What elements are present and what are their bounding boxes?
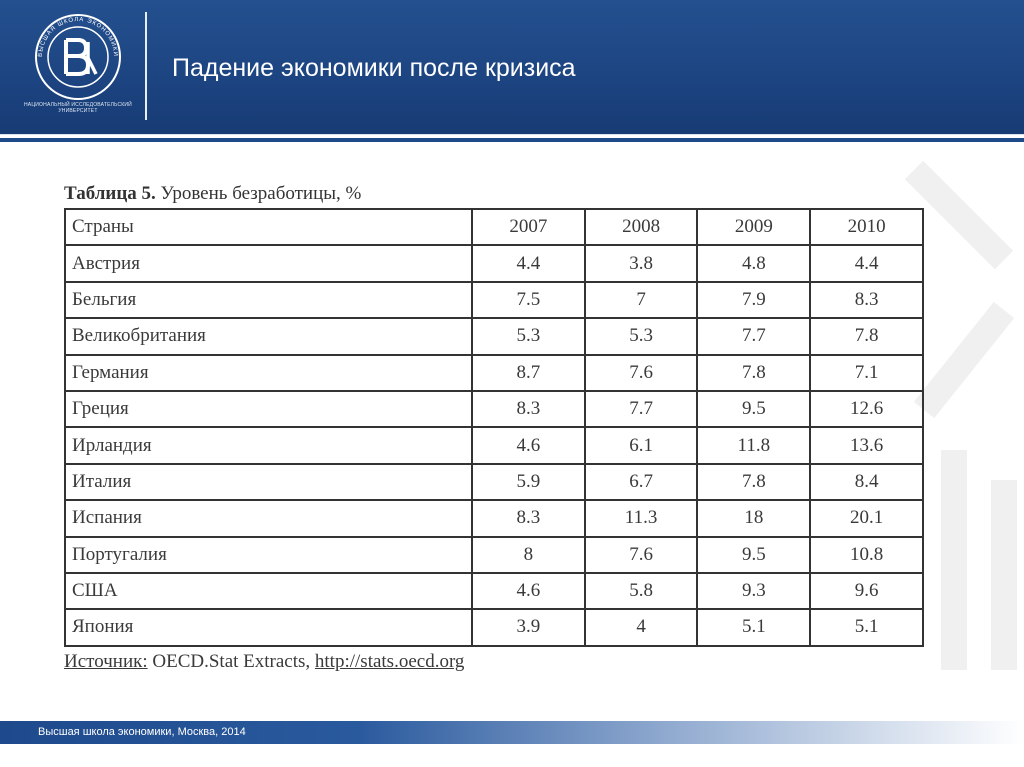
table-row: [65, 245, 923, 281]
table-caption-number: Таблица 5.: [64, 183, 156, 204]
svg-text:ВЫСШАЯ ШКОЛА ЭКОНОМИКИ: [38, 17, 118, 57]
table-caption-text: Уровень безработицы, %: [155, 183, 362, 204]
value-cell: 7.7: [697, 318, 810, 354]
country-cell: Италия: [65, 464, 472, 500]
value-cell: 10.8: [810, 537, 923, 573]
table-row: [65, 391, 923, 427]
table-row: [65, 573, 923, 609]
table-row: [65, 282, 923, 318]
source-label: Источник:: [64, 651, 148, 672]
table-row: [65, 355, 923, 391]
value-cell: 9.6: [810, 573, 923, 609]
header-bar: [0, 0, 1024, 134]
value-cell: 5.1: [697, 609, 810, 645]
value-cell: 8.7: [472, 355, 585, 391]
header-cell-2010: 2010: [810, 209, 923, 245]
value-cell: 11.8: [697, 427, 810, 463]
source-link[interactable]: http://stats.oecd.org: [314, 651, 465, 672]
country-cell: Великобритания: [65, 318, 472, 354]
header-divider: [145, 12, 147, 120]
value-cell: 4.6: [472, 427, 585, 463]
table-row: [65, 609, 923, 645]
value-cell: 5.3: [472, 318, 585, 354]
country-cell: Ирландия: [65, 427, 472, 463]
value-cell: 7.9: [697, 282, 810, 318]
value-cell: 5.8: [585, 573, 698, 609]
value-cell: 7: [585, 282, 698, 318]
table-row: [65, 427, 923, 463]
logo-caption: НАЦИОНАЛЬНЫЙ ИССЛЕДОВАТЕЛЬСКИЙ УНИВЕРСИТЕТ: [24, 102, 132, 114]
value-cell: 8: [472, 537, 585, 573]
country-cell: Австрия: [65, 245, 472, 281]
value-cell: 9.5: [697, 537, 810, 573]
table-caption: [64, 183, 361, 205]
table-row: [65, 537, 923, 573]
value-cell: 7.5: [472, 282, 585, 318]
value-cell: 7.7: [585, 391, 698, 427]
value-cell: 7.8: [697, 355, 810, 391]
hse-emblem-icon: [28, 12, 128, 102]
value-cell: 18: [697, 500, 810, 536]
value-cell: 6.7: [585, 464, 698, 500]
header-cell-2007: 2007: [472, 209, 585, 245]
country-cell: Испания: [65, 500, 472, 536]
table-row: [65, 464, 923, 500]
value-cell: 7.8: [697, 464, 810, 500]
country-cell: США: [65, 573, 472, 609]
source-note: [64, 651, 464, 673]
hse-logo: [18, 10, 138, 122]
value-cell: 8.3: [472, 391, 585, 427]
value-cell: 11.3: [585, 500, 698, 536]
slide-title: Падение экономики после кризиса: [172, 54, 576, 82]
value-cell: 4.6: [472, 573, 585, 609]
country-cell: Греция: [65, 391, 472, 427]
table-row: [65, 500, 923, 536]
value-cell: 3.8: [585, 245, 698, 281]
value-cell: 4.4: [472, 245, 585, 281]
table-row: [65, 318, 923, 354]
value-cell: 12.6: [810, 391, 923, 427]
logo-ring-text: ВЫСШАЯ ШКОЛА ЭКОНОМИКИ: [37, 16, 119, 58]
value-cell: 9.3: [697, 573, 810, 609]
value-cell: 8.3: [810, 282, 923, 318]
value-cell: 3.9: [472, 609, 585, 645]
table-header-row: [65, 209, 923, 245]
value-cell: 8.3: [472, 500, 585, 536]
country-cell: Португалия: [65, 537, 472, 573]
value-cell: 7.1: [810, 355, 923, 391]
value-cell: 7.6: [585, 537, 698, 573]
unemployment-table: [64, 208, 924, 647]
value-cell: 7.6: [585, 355, 698, 391]
value-cell: 9.5: [697, 391, 810, 427]
header-rule: [0, 134, 1024, 142]
value-cell: 5.9: [472, 464, 585, 500]
footer-text: Высшая школа экономики, Москва, 2014: [38, 726, 246, 738]
country-cell: Япония: [65, 609, 472, 645]
header-cell-2008: 2008: [585, 209, 698, 245]
value-cell: 6.1: [585, 427, 698, 463]
country-cell: Бельгия: [65, 282, 472, 318]
value-cell: 20.1: [810, 500, 923, 536]
value-cell: 4.8: [697, 245, 810, 281]
header-cell-2009: 2009: [697, 209, 810, 245]
value-cell: 5.3: [585, 318, 698, 354]
value-cell: 5.1: [810, 609, 923, 645]
country-cell: Германия: [65, 355, 472, 391]
value-cell: 4.4: [810, 245, 923, 281]
value-cell: 13.6: [810, 427, 923, 463]
value-cell: 8.4: [810, 464, 923, 500]
value-cell: 4: [585, 609, 698, 645]
value-cell: 7.8: [810, 318, 923, 354]
header-cell-countries: Страны: [65, 209, 472, 245]
source-text: OECD.Stat Extracts,: [147, 651, 315, 672]
